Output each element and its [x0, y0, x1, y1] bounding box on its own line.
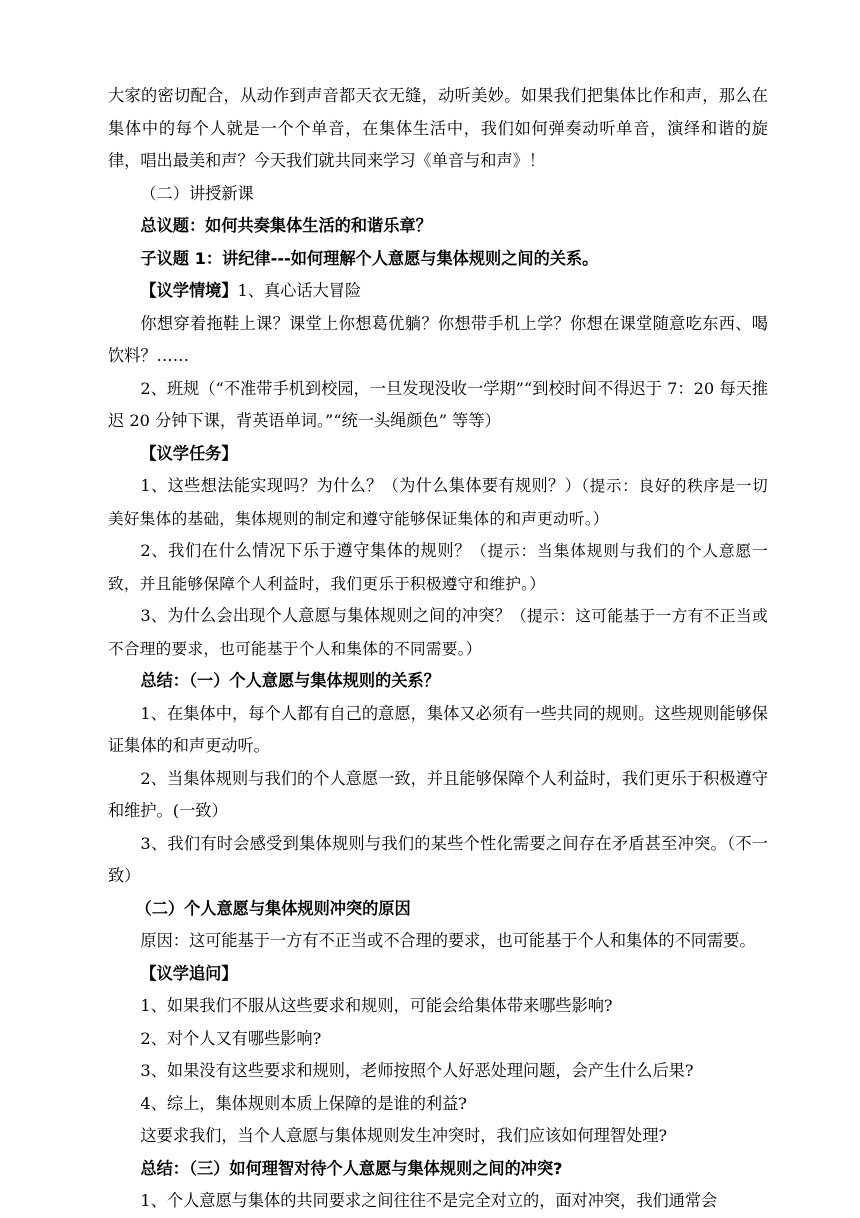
task-2 [108, 535, 768, 600]
sub-topic-heading: 子议题 1：讲纪律---如何理解个人意愿与集体规则之间的关系。 [140, 248, 599, 268]
ask-3: 3、如果没有这些要求和规则，老师按照个人好恶处理问题，会产生什么后果? [140, 1061, 694, 1080]
summary-3-heading: 总结：（三）如何理智对待个人意愿与集体规则之间的冲突? [140, 1158, 563, 1178]
reason-paragraph: 原因：这可能基于一方有不正当或不合理的要求，也可能基于个人和集体的不同需要。 [140, 931, 756, 950]
task-1-hint: （提示：良好的秩序是一切美好集体的基础，集体规则的制定和遵守能够保证集体的和声更动听。） [108, 477, 768, 528]
main-topic-heading: 总议题：如何共奏集体生活的和谐乐章？ [140, 216, 432, 235]
task-1-question: 1、这些想法能实现吗？为什么？（为什么集体要有规则？） [140, 476, 582, 495]
summary-2-heading: （二）个人意愿与集体规则冲突的原因 [135, 898, 411, 918]
summary-1-heading: 总结：（一）个人意愿与集体规则的关系？ [140, 671, 440, 690]
task-label: 【议学任务】 [140, 443, 238, 463]
summary-1-point-3: 3、我们有时会感受到集体规则与我们的某些个性化需要之间存在矛盾甚至冲突。（不一致） [108, 833, 768, 885]
situation-text: 1、真心话大冒险 [237, 281, 362, 300]
section-heading-lecture: （二）讲授新课 [140, 183, 254, 203]
ask-1: 1、如果我们不服从这些要求和规则，可能会给集体带来哪些影响? [140, 996, 613, 1015]
ask-label: 【议学追问】 [140, 963, 238, 983]
task-3 [108, 600, 768, 665]
ask-2: 2、对个人又有哪些影响? [140, 1028, 322, 1048]
intro-paragraph: 大家的密切配合，从动作到声音都天衣无缝，动听美妙。如果我们把集体比作和声，那么在集体中的每个人就是一个个单音，在集体生活中，我们如何弹奏动听单音，演绎和谐的旋律，唱出最美和声？今天我们就共同来学习《单音与和声》！ [108, 86, 768, 170]
task-3-hint: （提示：这可能基于一方有不正当或不合理的要求，也可能基于个人和集体的不同需要。） [108, 607, 768, 658]
task-2-hint: （提示：当集体规则与我们的个人意愿一致，并且能够保障个人利益时，我们更乐于积极遵守和维护。） [108, 542, 768, 593]
situation-paragraph [108, 275, 768, 308]
task-1 [108, 470, 768, 535]
summary-1-point-2: 2、当集体规则与我们的个人意愿一致，并且能够保障个人利益时，我们更乐于积极遵守和维护。(一致） [108, 768, 768, 820]
summary-3-point-1: 1、个人意愿与集体的共同要求之间往往不是完全对立的，面对冲突，我们通常会 [140, 1191, 718, 1210]
task-2-question: 2、我们在什么情况下乐于遵守集体的规则？ [140, 541, 472, 560]
situation-label: 【议学情境】 [140, 281, 238, 300]
document-page [108, 80, 768, 1218]
task-3-question: 3、为什么会出现个人意愿与集体规则之间的冲突？ [140, 606, 511, 625]
summary-1-point-1: 1、在集体中，每个人都有自己的意愿，集体又必须有一些共同的规则。这些规则能够保证集体的和声更动听。 [108, 703, 768, 755]
situation-questions: 你想穿着拖鞋上课？课堂上你想葛优躺？你想带手机上学？你想在课堂随意吃东西、喝饮料？…… [108, 313, 768, 365]
ask-4: 4、综上，集体规则本质上保障的是谁的利益? [140, 1093, 467, 1113]
class-rules-paragraph: 2、班规（“不准带手机到校园，一旦发现没收一学期”“到校时间不得迟于 7：20 每天推迟 20 分钟下课，背英语单词。”“统一头绳颜色” 等等） [108, 378, 768, 430]
ask-5: 这要求我们，当个人意愿与集体规则发生冲突时，我们应该如何理智处理? [140, 1126, 668, 1145]
